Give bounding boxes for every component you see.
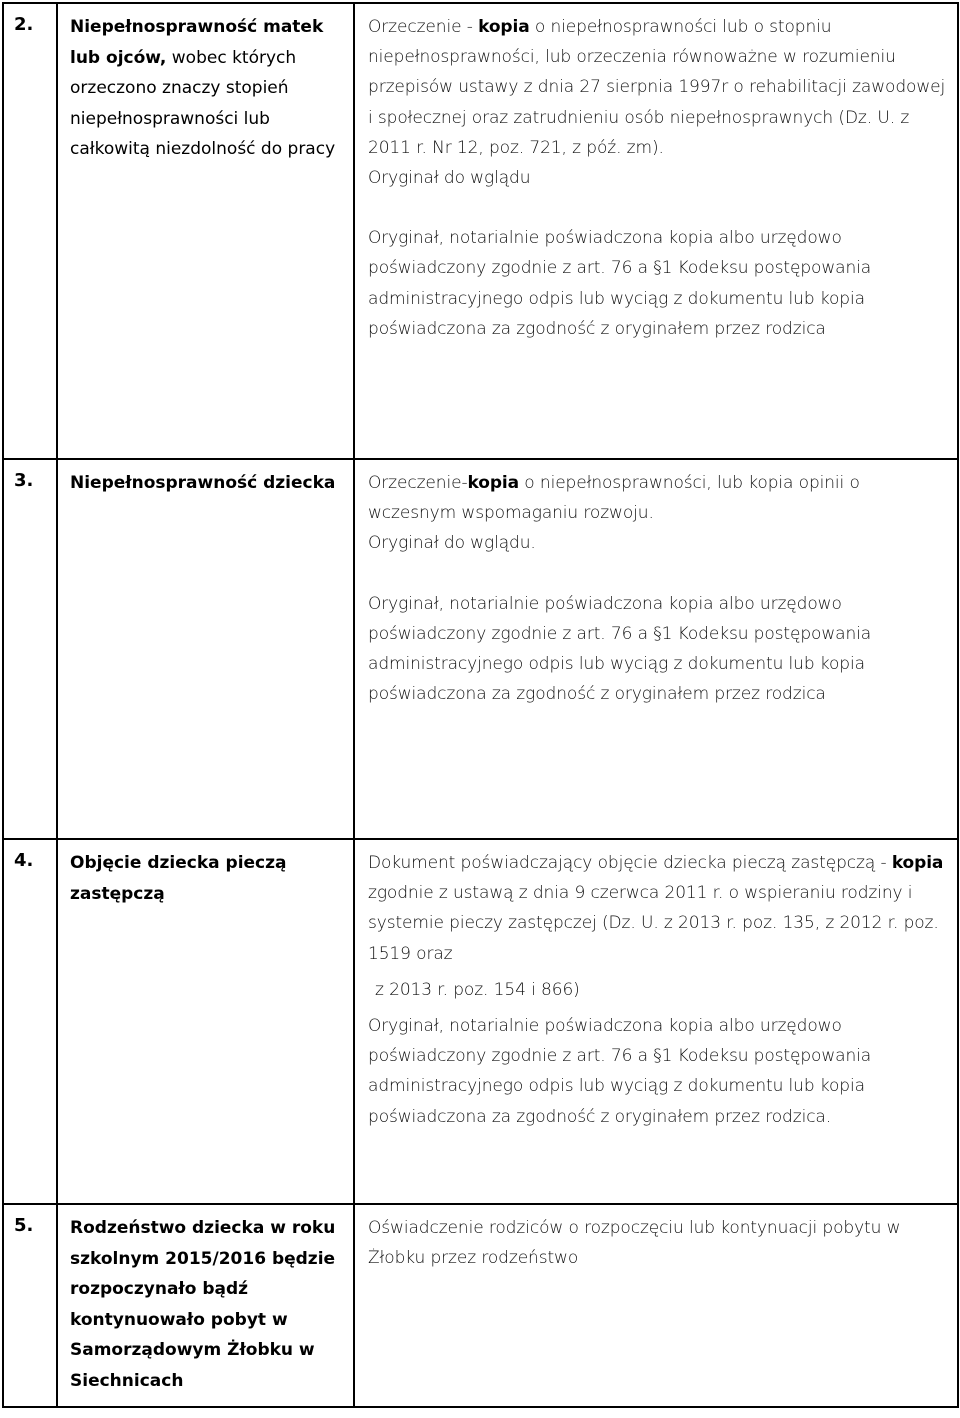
document-paragraph-cont: z 2013 r. poz. 154 i 866) (375, 979, 580, 1000)
row-number-cell (3, 839, 57, 1204)
document-cell (354, 459, 958, 839)
document-text: Orzeczenie- (368, 473, 468, 493)
criterion-cell (57, 1204, 354, 1407)
row-number: 5. (14, 1215, 34, 1236)
original-note: Oryginał do wglądu (368, 168, 531, 189)
original-note: Oryginał do wglądu. (368, 533, 536, 554)
document-description (355, 460, 957, 709)
table-row (3, 1204, 958, 1407)
document-paragraph (368, 468, 953, 528)
certified-copy-note: Oryginał, notarialnie poświadczona kopia albo urzędowo poświadczony zgodnie z art. 76 a §1 Kodeksu postępowania administracyjnego odpis lub wyciąg z dokumentu lub kopia poświadczona za zgodność z oryginałem przez rodzica. (368, 1016, 872, 1127)
criterion-title (58, 1205, 353, 1396)
row-number-cell (3, 1204, 57, 1407)
criterion-title (58, 840, 353, 909)
document-cell (354, 3, 958, 459)
row-number-cell (3, 459, 57, 839)
document-text-bold: kopia (467, 473, 519, 493)
criterion-title-rest: wobec których orzeczono znaczy stopień niepełnosprawności lub całkowitą niezdolność do pracy (70, 47, 336, 159)
declaration-note: Oświadczenie rodziców o rozpoczęciu lub kontynuacji pobytu w Żłobku przez rodzeństwo (368, 1218, 901, 1269)
document-text: o niepełnosprawności lub o stopniu niepełnosprawności, lub orzeczenia równoważne w rozumieniu przepisów ustawy z dnia 27 sierpnia 1997r o rehabilitacji zawodowej i społecznej oraz zatrudnieniu osób niepełnosprawnych (Dz. U. z 2011 r. Nr 12, poz. 721, z póź. zm). (368, 17, 946, 158)
certified-copy-note: Oryginał, notarialnie poświadczona kopia albo urzędowo poświadczony zgodnie z art. 76 a §1 Kodeksu postępowania administracyjnego odpis lub wyciąg z dokumentu lub kopia poświadczona za zgodność z oryginałem przez rodzica (368, 228, 872, 339)
document-text-bold: kopia (891, 853, 944, 873)
row-number: 2. (14, 14, 34, 35)
document-paragraph (368, 12, 953, 163)
document-text: Orzeczenie - (368, 17, 479, 37)
row-number: 4. (14, 850, 34, 871)
document-text-bold: kopia (478, 17, 530, 37)
criterion-cell (57, 3, 354, 459)
table-row (3, 839, 958, 1204)
row-number: 3. (14, 470, 34, 491)
criterion-title-bold: Niepełnosprawność matek lub ojców, (70, 17, 324, 68)
row-number-cell (3, 3, 57, 459)
criterion-title (58, 4, 353, 165)
document-text: Dokument poświadczający objęcie dziecka pieczą zastępczą - (368, 853, 892, 873)
document-cell (354, 839, 958, 1204)
criterion-title-bold: Objęcie dziecka pieczą zastępczą (70, 853, 287, 904)
criterion-title-bold: Rodzeństwo dziecka w roku szkolnym 2015/2016 będzie rozpoczynało bądź kontynuowało pobyt w Samorządowym Żłobku w Siechnicach (70, 1218, 336, 1391)
document-description (355, 840, 957, 1132)
document-paragraph (368, 848, 953, 969)
certified-copy-note: Oryginał, notarialnie poświadczona kopia albo urzędowo poświadczony zgodnie z art. 76 a §1 Kodeksu postępowania administracyjnego odpis lub wyciąg z dokumentu lub kopia poświadczona za zgodność z oryginałem przez rodzica (368, 593, 872, 705)
spacer (368, 193, 953, 223)
document-text: zgodnie z ustawą z dnia 9 czerwca 2011 r. o wspieraniu rodziny i systemie pieczy zastępczej (Dz. U. z 2013 r. poz. 135, z 2012 r. poz. 1519 oraz (368, 883, 939, 964)
document-description (355, 1205, 957, 1273)
document-cell (354, 1204, 958, 1407)
criteria-table (2, 2, 959, 1408)
criterion-title (58, 460, 353, 499)
table-row (3, 459, 958, 839)
table-row (3, 3, 958, 459)
criterion-cell (57, 459, 354, 839)
criterion-cell (57, 839, 354, 1204)
spacer (368, 559, 953, 589)
criterion-title-bold: Niepełnosprawność dziecka (70, 473, 336, 493)
document-text: o niepełnosprawności, lub kopia opinii o wczesnym wspomaganiu rozwoju. (368, 473, 860, 524)
document-description (355, 4, 957, 344)
